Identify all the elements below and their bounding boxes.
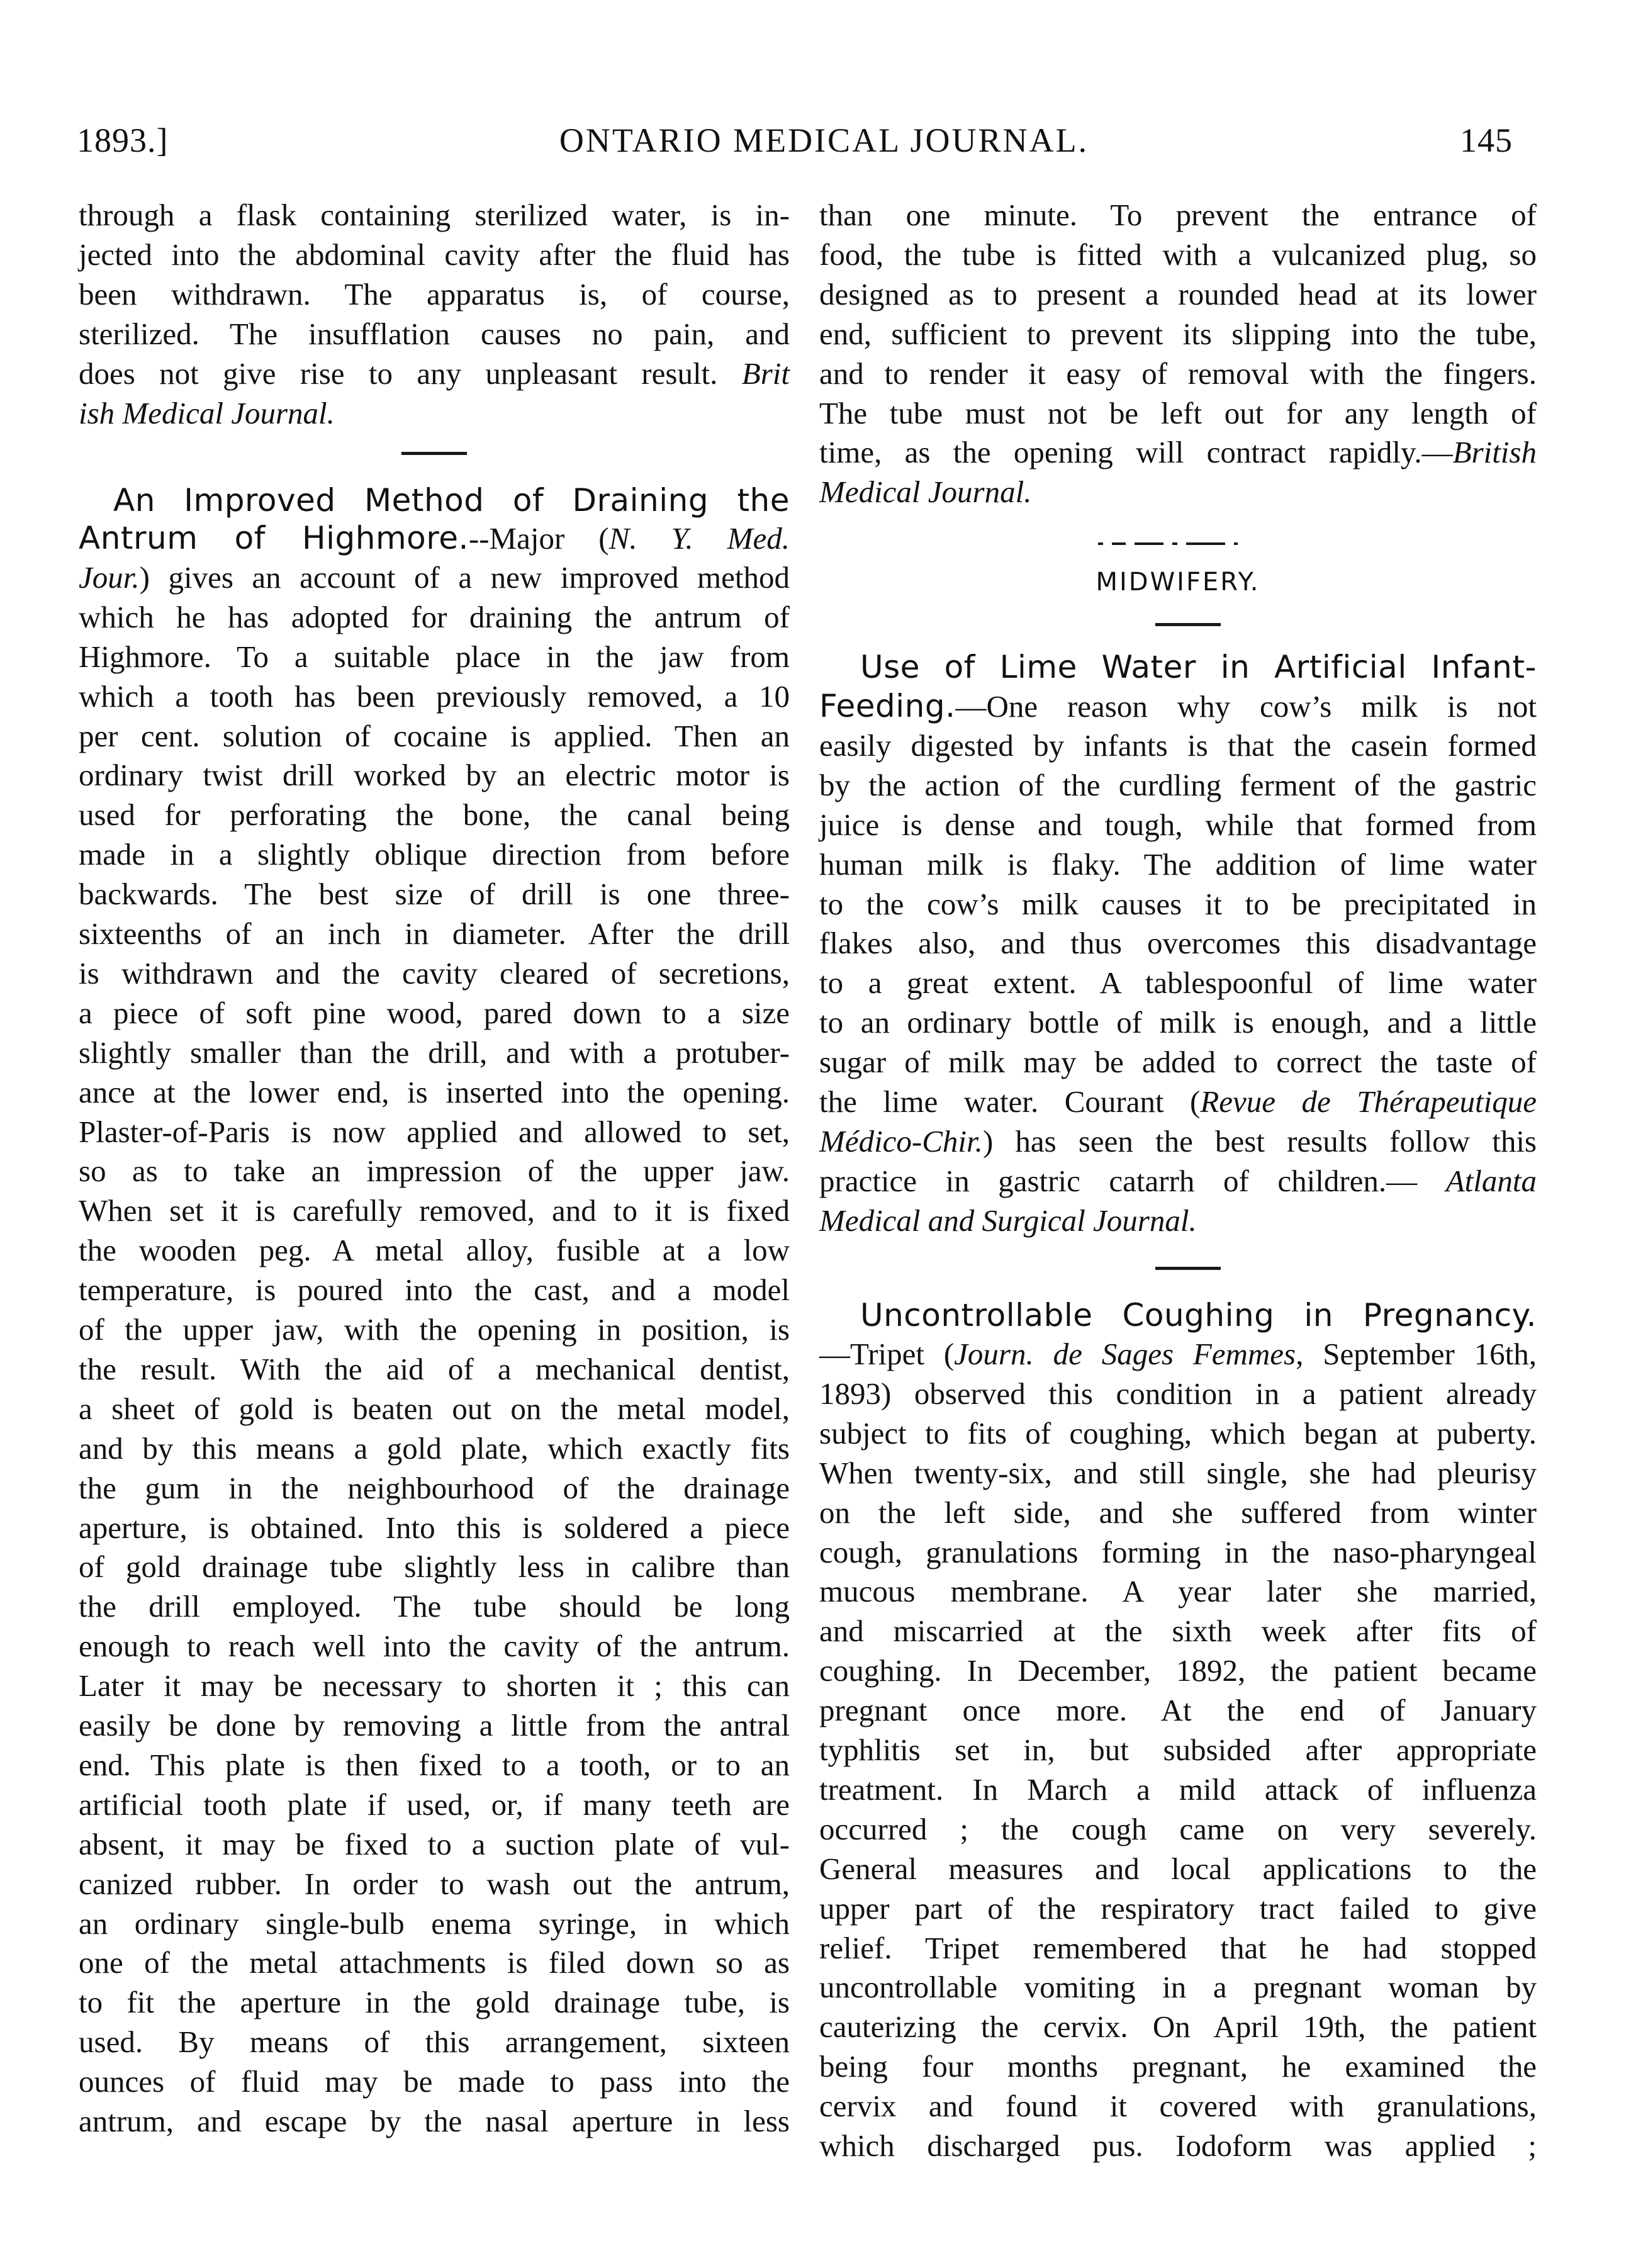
body-text: to the cow’s milk causes it to be precipitated in	[819, 887, 1537, 921]
text-line	[79, 1864, 790, 1904]
body-text: ounces of fluid may be made to pass into the	[79, 2064, 790, 2099]
body-text: cervix and found it covered with granulations,	[819, 2089, 1537, 2123]
text-line	[79, 393, 790, 434]
body-text: used. By means of this arrangement, sixteen	[79, 2024, 790, 2059]
italic-citation: Medical and Surgical Journal.	[819, 1203, 1197, 1238]
text-line	[79, 2062, 790, 2102]
page-number: 145	[1460, 121, 1513, 159]
text-line	[79, 1666, 790, 1706]
body-text: ordinary twist drill worked by an electric motor is	[79, 758, 790, 792]
text-line	[79, 597, 790, 637]
text-line	[819, 195, 1537, 235]
text-line	[79, 914, 790, 954]
body-text: easily be done by removing a little from the antral	[79, 1708, 790, 1743]
body-text: treatment. In March a mild attack of influenza	[819, 1772, 1537, 1807]
body-text: Highmore. To a suitable place in the jaw from	[79, 639, 790, 674]
text-line	[819, 1453, 1537, 1493]
body-text: --Major (	[468, 521, 609, 556]
text-line	[819, 1042, 1537, 1082]
text-line	[819, 1770, 1537, 1810]
body-text: 1893) observed this condition in a patient already	[819, 1376, 1537, 1411]
italic-citation: Medical Journal.	[819, 474, 1032, 509]
body-text: cough, granulations forming in the naso-pharyngeal	[819, 1535, 1537, 1569]
text-line	[819, 1493, 1537, 1533]
text-line	[79, 834, 790, 875]
text-line	[79, 235, 790, 275]
body-text: cauterizing the cervix. On April 19th, the patient	[819, 2009, 1537, 2044]
text-line	[79, 518, 790, 558]
text-line	[819, 472, 1537, 512]
italic-citation: Atlanta	[1445, 1164, 1537, 1198]
text-line	[819, 1161, 1537, 1201]
body-text: to an ordinary bottle of milk is enough, and a little	[819, 1005, 1537, 1040]
article-title-coughing-pregnancy: Uncontrollable Coughing in Pregnancy.	[860, 1297, 1537, 1333]
text-line	[79, 1468, 790, 1508]
text-line	[819, 1413, 1537, 1454]
article-title-draining-antrum: An Improved Method of Draining the	[113, 482, 790, 519]
body-text: coughing. In December, 1892, the patient became	[819, 1653, 1537, 1688]
text-line	[819, 1928, 1537, 1968]
body-text: food, the tube is fitted with a vulcanized plug, so	[819, 237, 1537, 272]
text-line	[819, 923, 1537, 963]
body-text: one of the metal attachments is filed down so as	[79, 1945, 790, 1980]
section-break-dashed-rule	[1098, 542, 1238, 545]
text-line	[79, 1785, 790, 1825]
article-divider-rule	[1155, 1267, 1221, 1270]
text-line	[79, 1191, 790, 1231]
body-text: slightly smaller than the drill, and with a protuber-	[79, 1035, 790, 1070]
body-text: artificial tooth plate if used, or, if many teeth are	[79, 1787, 790, 1822]
body-text: end. This plate is then fixed to a tooth, or to an	[79, 1748, 790, 1782]
text-line	[819, 963, 1537, 1003]
text-line	[819, 2046, 1537, 2087]
text-line	[819, 1121, 1537, 1162]
body-text: on the left side, and she suffered from winter	[819, 1495, 1537, 1530]
text-line	[819, 1082, 1537, 1122]
text-line	[819, 314, 1537, 354]
text-line	[79, 558, 790, 598]
text-line	[819, 432, 1537, 473]
body-text: and by this means a gold plate, which exactly fits	[79, 1431, 790, 1466]
text-line	[79, 1982, 790, 2023]
text-line	[79, 795, 790, 835]
italic-citation: ish Medical Journal.	[79, 396, 335, 430]
body-text: —Tripet (	[819, 1337, 955, 1371]
body-text: typhlitis set in, but subsided after appropriate	[819, 1732, 1537, 1767]
text-line	[79, 755, 790, 795]
body-text: practice in gastric catarrh of children.—	[819, 1164, 1446, 1198]
body-text: upper part of the respiratory tract failed to give	[819, 1891, 1537, 1926]
text-line	[819, 805, 1537, 845]
body-text: The tube must not be left out for any length of	[819, 396, 1537, 430]
body-text: and miscarried at the sixth week after fits of	[819, 1614, 1537, 1648]
text-line	[79, 1705, 790, 1746]
text-line	[819, 1334, 1537, 1374]
body-text: enough to reach well into the cavity of the antrum.	[79, 1629, 790, 1663]
body-text: canized rubber. In order to wash out the antrum,	[79, 1867, 790, 1901]
body-text: , September 16th,	[1296, 1337, 1537, 1371]
text-line	[819, 2007, 1537, 2047]
text-line	[79, 1389, 790, 1429]
text-line	[819, 1571, 1537, 1612]
text-line	[819, 235, 1537, 275]
text-line	[79, 676, 790, 717]
body-text: through a flask containing sterilized water, is in-	[79, 198, 790, 232]
text-line	[79, 1429, 790, 1469]
text-line	[819, 1889, 1537, 1929]
text-line	[79, 874, 790, 914]
body-text: relief. Tripet remembered that he had stopped	[819, 1931, 1537, 1965]
text-line	[79, 1230, 790, 1271]
body-text: sugar of milk may be added to correct the taste of	[819, 1045, 1537, 1079]
text-line	[79, 1508, 790, 1548]
body-text: —One reason why cow’s milk is not	[955, 689, 1537, 724]
body-text: General measures and local applications to the	[819, 1851, 1537, 1886]
article-title-text: Antrum of Highmore.	[79, 520, 469, 556]
text-line	[79, 195, 790, 235]
text-line	[79, 1112, 790, 1152]
section-heading-midwifery: MIDWIFERY.	[1096, 568, 1260, 597]
body-text: occurred ; the cough came on very severely.	[819, 1812, 1537, 1846]
text-line	[819, 1849, 1537, 1889]
section-heading-underline	[1155, 623, 1221, 626]
body-text: the drill employed. The tube should be long	[79, 1589, 790, 1624]
body-text: an ordinary single-bulb enema syringe, in which	[79, 1906, 790, 1941]
body-text: When twenty-six, and still single, she had pleurisy	[819, 1456, 1537, 1490]
italic-citation: Jour.	[79, 560, 140, 595]
italic-citation: Journ. de Sages Femmes	[954, 1337, 1296, 1371]
body-text: made in a slightly oblique direction from before	[79, 837, 790, 872]
text-line	[79, 993, 790, 1033]
italic-citation: Revue de Thérapeutique	[1200, 1084, 1537, 1119]
body-text: used for perforating the bone, the canal being	[79, 797, 790, 832]
text-line	[79, 2022, 790, 2062]
running-head-journal-title: ONTARIO MEDICAL JOURNAL.	[559, 121, 1089, 159]
text-line	[79, 1270, 790, 1310]
body-text: Later it may be necessary to shorten it ; this can	[79, 1668, 790, 1703]
text-line	[79, 1349, 790, 1389]
text-line	[819, 1809, 1537, 1850]
text-line	[819, 1532, 1537, 1573]
text-line	[79, 1943, 790, 1983]
text-line	[79, 637, 790, 677]
body-text: When set it is carefully removed, and to it is fixed	[79, 1193, 790, 1228]
text-line	[819, 354, 1537, 394]
text-line	[79, 1151, 790, 1191]
body-text: being four months pregnant, he examined the	[819, 2049, 1537, 2084]
body-text: pregnant once more. At the end of January	[819, 1693, 1537, 1727]
body-text: designed as to present a rounded head at its lower	[819, 277, 1537, 312]
body-text: a sheet of gold is beaten out on the metal model,	[79, 1391, 790, 1426]
running-head-year: 1893.]	[77, 121, 169, 159]
body-text: and to render it easy of removal with the fingers.	[819, 356, 1537, 391]
body-text: ance at the lower end, is inserted into the opening.	[79, 1075, 790, 1109]
body-text: subject to fits of coughing, which began at puberty.	[819, 1416, 1537, 1451]
italic-citation: Brit	[741, 356, 790, 391]
body-text: the result. With the aid of a mechanical dentist,	[79, 1352, 790, 1386]
article-title-lime-water: Use of Lime Water in Artificial Infant-	[860, 649, 1537, 685]
section-divider-rule	[401, 452, 467, 455]
text-line	[79, 1586, 790, 1627]
text-line	[79, 1904, 790, 1944]
text-line	[79, 1745, 790, 1785]
text-line	[819, 2126, 1537, 2166]
body-text: been withdrawn. The apparatus is, of course,	[79, 277, 790, 312]
body-text: backwards. The best size of drill is one three-	[79, 877, 790, 911]
text-line	[819, 1967, 1537, 2007]
body-text: antrum, and escape by the nasal aperture in less	[79, 2104, 790, 2138]
body-text: of gold drainage tube slightly less in calibre than	[79, 1549, 790, 1584]
body-text: a piece of soft pine wood, pared down to a size	[79, 996, 790, 1030]
body-text: uncontrollable vomiting in a pregnant woman by	[819, 1970, 1537, 2004]
body-text: does not give rise to any unpleasant result.	[79, 356, 742, 391]
text-line	[79, 1033, 790, 1073]
italic-citation: Médico-Chir.	[819, 1124, 983, 1159]
text-line	[79, 1824, 790, 1865]
text-line	[819, 884, 1537, 924]
text-line	[79, 1547, 790, 1587]
body-text: the gum in the neighbourhood of the drainage	[79, 1471, 790, 1505]
text-line	[79, 1626, 790, 1666]
body-text: of the upper jaw, with the opening in position, is	[79, 1312, 790, 1347]
body-text: so as to take an impression of the upper jaw.	[79, 1154, 790, 1188]
text-line	[79, 1072, 790, 1113]
text-line	[819, 1374, 1537, 1414]
body-text: jected into the abdominal cavity after the fluid has	[79, 237, 790, 272]
body-text: ) gives an account of a new improved method	[139, 560, 790, 595]
text-line	[819, 274, 1537, 315]
body-text: which a tooth has been previously removed, a 10	[79, 679, 790, 714]
text-line	[819, 845, 1537, 885]
text-line	[79, 716, 790, 756]
body-text: which discharged pus. Iodoform was applied ;	[819, 2128, 1537, 2163]
body-text: sterilized. The insufflation causes no pain, and	[79, 317, 790, 351]
body-text: mucous membrane. A year later she married,	[819, 1574, 1537, 1608]
body-text: by the action of the curdling ferment of the gastric	[819, 768, 1537, 802]
body-text: flakes also, and thus overcomes this disadvantage	[819, 926, 1537, 960]
text-line	[819, 2086, 1537, 2126]
text-line	[819, 393, 1537, 434]
body-text: the lime water. Courant (	[819, 1084, 1201, 1119]
italic-citation: British	[1452, 435, 1537, 469]
text-line	[79, 274, 790, 315]
text-line	[79, 354, 790, 394]
body-text: to fit the aperture in the gold drainage tube, is	[79, 1985, 790, 2019]
body-text: to a great extent. A tablespoonful of lime water	[819, 965, 1537, 1000]
body-text: temperature, is poured into the cast, and a model	[79, 1272, 790, 1307]
body-text: is withdrawn and the cavity cleared of secretions,	[79, 956, 790, 991]
text-line	[79, 2101, 790, 2142]
text-line	[79, 953, 790, 994]
body-text: end, sufficient to prevent its slipping into the tube,	[819, 317, 1537, 351]
text-line	[819, 1002, 1537, 1043]
body-text: which he has adopted for draining the antrum of	[79, 600, 790, 634]
body-text: Plaster-of-Paris is now applied and allowed to set,	[79, 1114, 790, 1149]
body-text: aperture, is obtained. Into this is soldered a piece	[79, 1510, 790, 1545]
text-line	[79, 314, 790, 354]
body-text: sixteenths of an inch in diameter. After the drill	[79, 916, 790, 951]
body-text: than one minute. To prevent the entrance of	[819, 198, 1537, 232]
body-text: absent, it may be fixed to a suction plate of vul-	[79, 1827, 790, 1861]
article-title-text: Feeding.	[819, 688, 956, 724]
text-line	[819, 1690, 1537, 1731]
text-line	[819, 686, 1537, 726]
italic-citation: N. Y. Med.	[608, 521, 790, 556]
text-line	[819, 1651, 1537, 1691]
body-text: easily digested by infants is that the casein formed	[819, 728, 1537, 763]
body-text: time, as the opening will contract rapidly.—	[819, 435, 1453, 469]
body-text: per cent. solution of cocaine is applied. Then an	[79, 719, 790, 753]
body-text: the wooden peg. A metal alloy, fusible at a low	[79, 1233, 790, 1267]
body-text: human milk is flaky. The addition of lime water	[819, 847, 1537, 882]
text-line	[819, 1730, 1537, 1770]
text-line	[819, 765, 1537, 806]
text-line	[819, 1611, 1537, 1651]
body-text: ) has seen the best results follow this	[982, 1124, 1537, 1159]
text-line	[819, 1201, 1537, 1241]
text-line	[79, 1310, 790, 1350]
body-text: juice is dense and tough, while that formed from	[819, 807, 1537, 842]
text-line	[819, 726, 1537, 766]
